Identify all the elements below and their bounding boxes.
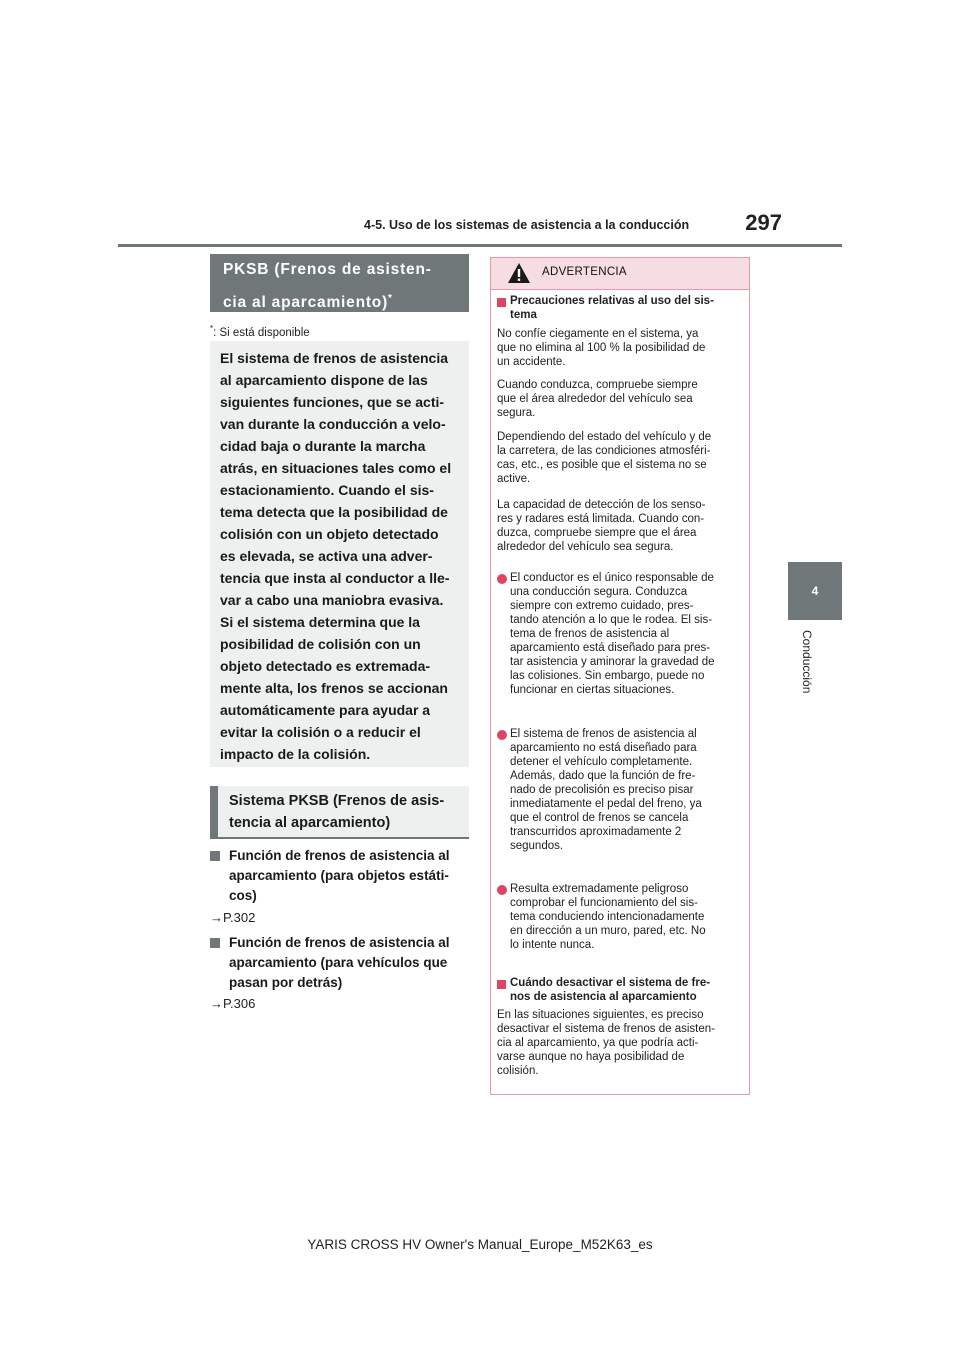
warning-line: una conducción segura. Conduzca xyxy=(510,586,688,598)
warning-heading-deactivate xyxy=(510,976,760,1004)
warning-line: inmediatamente el pedal del freno, ya xyxy=(510,798,702,810)
pksb-heading-mark: * xyxy=(388,293,393,304)
warning-line: varse aunque no haya posibilidad de xyxy=(497,1051,685,1063)
feature-line: Función de frenos de asistencia al xyxy=(229,848,450,863)
warning-line: aparcamiento está diseñado para pres- xyxy=(510,642,711,654)
warning-line: res y radares está limitada. Cuando con- xyxy=(497,513,705,525)
warning-line: tema conduciendo intencionadamente xyxy=(510,911,705,923)
feature-line: aparcamiento (para vehículos que xyxy=(229,955,448,970)
intro-line: objeto detectado es extremada- xyxy=(220,658,431,674)
warning-line: cia al aparcamiento, ya que podría acti- xyxy=(497,1037,699,1049)
warning-line: desactivar el sistema de frenos de asisten- xyxy=(497,1023,715,1035)
warning-line: detener el vehículo completamente. xyxy=(510,756,693,768)
feature-static-objects xyxy=(210,846,472,906)
warning-line: en dirección a un muro, pared, etc. No xyxy=(510,925,706,937)
round-bullet-icon xyxy=(497,574,507,584)
intro-line: tema detecta que la posibilidad de xyxy=(220,504,448,520)
warning-paragraph xyxy=(497,378,747,420)
warning-line: Cuándo desactivar el sistema de fre- xyxy=(510,977,711,989)
pksb-heading xyxy=(210,254,469,312)
system-heading-line1: Sistema PKSB (Frenos de asis- xyxy=(229,793,445,809)
warning-line: que no elimina al 100 % la posibilidad de xyxy=(497,342,706,354)
warning-line: colisión. xyxy=(497,1065,539,1077)
warning-line: transcurridos aproximadamente 2 xyxy=(510,826,682,838)
warning-title: ADVERTENCIA xyxy=(542,266,627,278)
page-reference-302[interactable]: →P.302 xyxy=(210,910,256,925)
warning-triangle-icon xyxy=(507,262,531,289)
warning-line: Cuando conduzca, compruebe siempre xyxy=(497,379,698,391)
warning-header xyxy=(491,258,749,290)
feature-rear-crossing xyxy=(210,933,472,993)
system-heading-line2: tencia al aparcamiento) xyxy=(229,815,391,831)
chapter-label: Conducción xyxy=(800,630,814,694)
intro-line: Si el sistema determina que la xyxy=(220,614,420,630)
round-bullet-icon xyxy=(497,730,507,740)
warning-line: tema xyxy=(510,309,537,321)
warning-line: No confíe ciegamente en el sistema, ya xyxy=(497,328,699,340)
square-bullet-icon xyxy=(497,298,506,307)
intro-line: siguientes funciones, que se acti- xyxy=(220,394,445,410)
intro-line: atrás, en situaciones tales como el xyxy=(220,460,452,476)
warning-line: segura. xyxy=(497,407,536,419)
round-bullet-icon xyxy=(497,885,507,895)
warning-paragraph xyxy=(497,498,747,554)
manual-footer: YARIS CROSS HV Owner's Manual_Europe_M52K63_es xyxy=(307,1237,653,1252)
intro-line: es elevada, se activa una adver- xyxy=(220,548,433,564)
warning-bullet xyxy=(510,882,760,952)
warning-line: El conductor es el único responsable de xyxy=(510,572,714,584)
warning-line: tando atención a lo que le rodea. El sis- xyxy=(510,614,713,626)
warning-line: funcionar en ciertas situaciones. xyxy=(510,684,675,696)
intro-line: al aparcamiento dispone de las xyxy=(220,372,428,388)
intro-line: tencia que insta al conductor a lle- xyxy=(220,570,450,586)
intro-line: estacionamiento. Cuando el sis- xyxy=(220,482,434,498)
system-heading-rule xyxy=(210,837,469,839)
warning-paragraph xyxy=(497,327,747,369)
feature-line: pasan por detrás) xyxy=(229,975,343,990)
warning-line: Dependiendo del estado del vehículo y de xyxy=(497,431,712,443)
availability-footnote xyxy=(210,324,310,339)
warning-line: comprobar el funcionamiento del sis- xyxy=(510,897,698,909)
warning-line: El sistema de frenos de asistencia al xyxy=(510,728,697,740)
warning-line: La capacidad de detección de los senso- xyxy=(497,499,706,511)
warning-line: Resulta extremadamente peligroso xyxy=(510,883,689,895)
warning-line: aparcamiento no está diseñado para xyxy=(510,742,697,754)
warning-line: tema de frenos de asistencia al xyxy=(510,628,670,640)
intro-line: mente alta, los frenos se accionan xyxy=(220,680,448,696)
warning-line: que el control de frenos se cancela xyxy=(510,812,689,824)
intro-line: van durante la conducción a velo- xyxy=(220,416,446,432)
warning-line: lo intente nunca. xyxy=(510,939,595,951)
warning-paragraph xyxy=(497,1008,747,1078)
warning-heading-precautions xyxy=(510,294,760,322)
section-title: 4-5. Uso de los sistemas de asistencia a la conducción xyxy=(364,218,690,232)
warning-line: la carretera, de las condiciones atmosféri- xyxy=(497,445,711,457)
system-heading xyxy=(210,786,469,837)
pksb-heading-line1: PKSB (Frenos de asisten- xyxy=(223,261,432,278)
warning-line: un accidente. xyxy=(497,356,566,368)
warning-line: tar asistencia y aminorar la gravedad de xyxy=(510,656,715,668)
intro-line: impacto de la colisión. xyxy=(220,746,371,762)
intro-box xyxy=(210,341,469,767)
square-bullet-icon xyxy=(210,938,220,948)
intro-line: var a cabo una maniobra evasiva. xyxy=(220,592,444,608)
square-bullet-icon xyxy=(497,980,506,989)
feature-line: cos) xyxy=(229,888,257,903)
warning-line: que el área alrededor del vehículo sea xyxy=(497,393,693,405)
warning-line: cas, etc., es posible que el sistema no se xyxy=(497,459,707,471)
footnote-text: : Si está disponible xyxy=(213,326,310,339)
footnote-mark: * xyxy=(210,324,214,333)
feature-line: Función de frenos de asistencia al xyxy=(229,935,450,950)
pksb-heading-line2: cia al aparcamiento) xyxy=(223,294,389,312)
warning-bullet xyxy=(510,727,760,853)
warning-box xyxy=(490,257,750,1095)
intro-line: cidad baja o durante la marcha xyxy=(220,438,426,454)
warning-line: las colisiones. Sin embargo, puede no xyxy=(510,670,705,682)
intro-line: colisión con un objeto detectado xyxy=(220,526,439,542)
warning-line: nos de asistencia al aparcamiento xyxy=(510,991,697,1003)
feature-line: aparcamiento (para objetos estáti- xyxy=(229,868,449,883)
warning-bullet xyxy=(510,571,760,697)
warning-line: segundos. xyxy=(510,840,564,852)
warning-line: siempre con extremo cuidado, pres- xyxy=(510,600,694,612)
header-rule xyxy=(118,244,842,247)
page-number: 297 xyxy=(745,210,782,235)
warning-paragraph xyxy=(497,430,747,486)
warning-line: nado de precolisión es preciso pisar xyxy=(510,784,694,796)
warning-line: active. xyxy=(497,473,531,485)
square-bullet-icon xyxy=(210,851,220,861)
warning-line: En las situaciones siguientes, es preciso xyxy=(497,1009,704,1021)
intro-line: El sistema de frenos de asistencia xyxy=(220,350,448,366)
page-reference-306[interactable]: →P.306 xyxy=(210,996,256,1011)
warning-line: duzca, compruebe siempre que el área xyxy=(497,527,697,539)
intro-line: automáticamente para ayudar a xyxy=(220,702,431,718)
chapter-tab[interactable]: 4 xyxy=(788,562,842,620)
warning-line: Además, dado que la función de fre- xyxy=(510,770,696,782)
pksb-heading-line2-wrap xyxy=(223,284,469,317)
warning-line: alrededor del vehículo sea segura. xyxy=(497,541,674,553)
intro-line: evitar la colisión o a reducir el xyxy=(220,724,421,740)
warning-line: Precauciones relativas al uso del sis- xyxy=(510,295,714,307)
intro-line: posibilidad de colisión con un xyxy=(220,636,421,652)
